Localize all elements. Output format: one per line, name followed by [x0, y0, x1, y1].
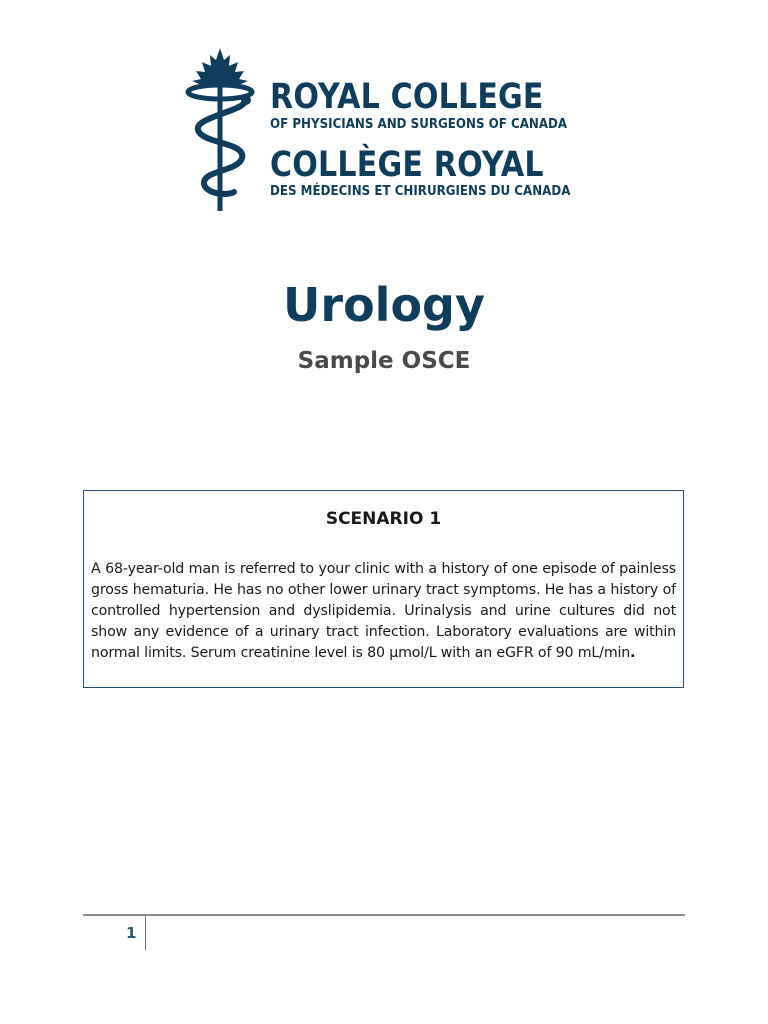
scenario-heading: SCENARIO 1: [325, 509, 442, 529]
scenario-box: [83, 490, 684, 688]
footer-rule: [83, 914, 685, 916]
page-number: 1: [126, 924, 137, 942]
document-subtitle: Sample OSCE: [297, 348, 471, 374]
document-title: Urology: [283, 278, 485, 332]
scenario-text-body: A 68-year-old man is referred to your clinic with a history of one episode of painless gross hematuria. He has no other lower urinary tract symptoms. He has a history of controlled hypertension and dyslipidemia. Urinalysis and urine cultures did not show any evidence of a urinary tract infection. Laboratory evaluations are within normal limits. Serum creatinine level is 80 µmol/L with an eGFR of 90 mL/min: [91, 561, 676, 661]
logo-title-french: COLLÈGE ROYAL: [270, 145, 544, 185]
logo-title-english: ROYAL COLLEGE: [270, 77, 544, 117]
scenario-description: [91, 559, 676, 663]
logo-subtitle-english: OF PHYSICIANS AND SURGEONS OF CANADA: [270, 116, 568, 132]
footer-divider: [145, 916, 146, 950]
scenario-text-period: .: [630, 644, 636, 661]
logo-subtitle-french: DES MÉDECINS ET CHIRURGIENS DU CANADA: [270, 183, 571, 199]
royal-college-logo: [184, 46, 584, 216]
maple-leaf-caduceus-icon: [184, 46, 256, 214]
